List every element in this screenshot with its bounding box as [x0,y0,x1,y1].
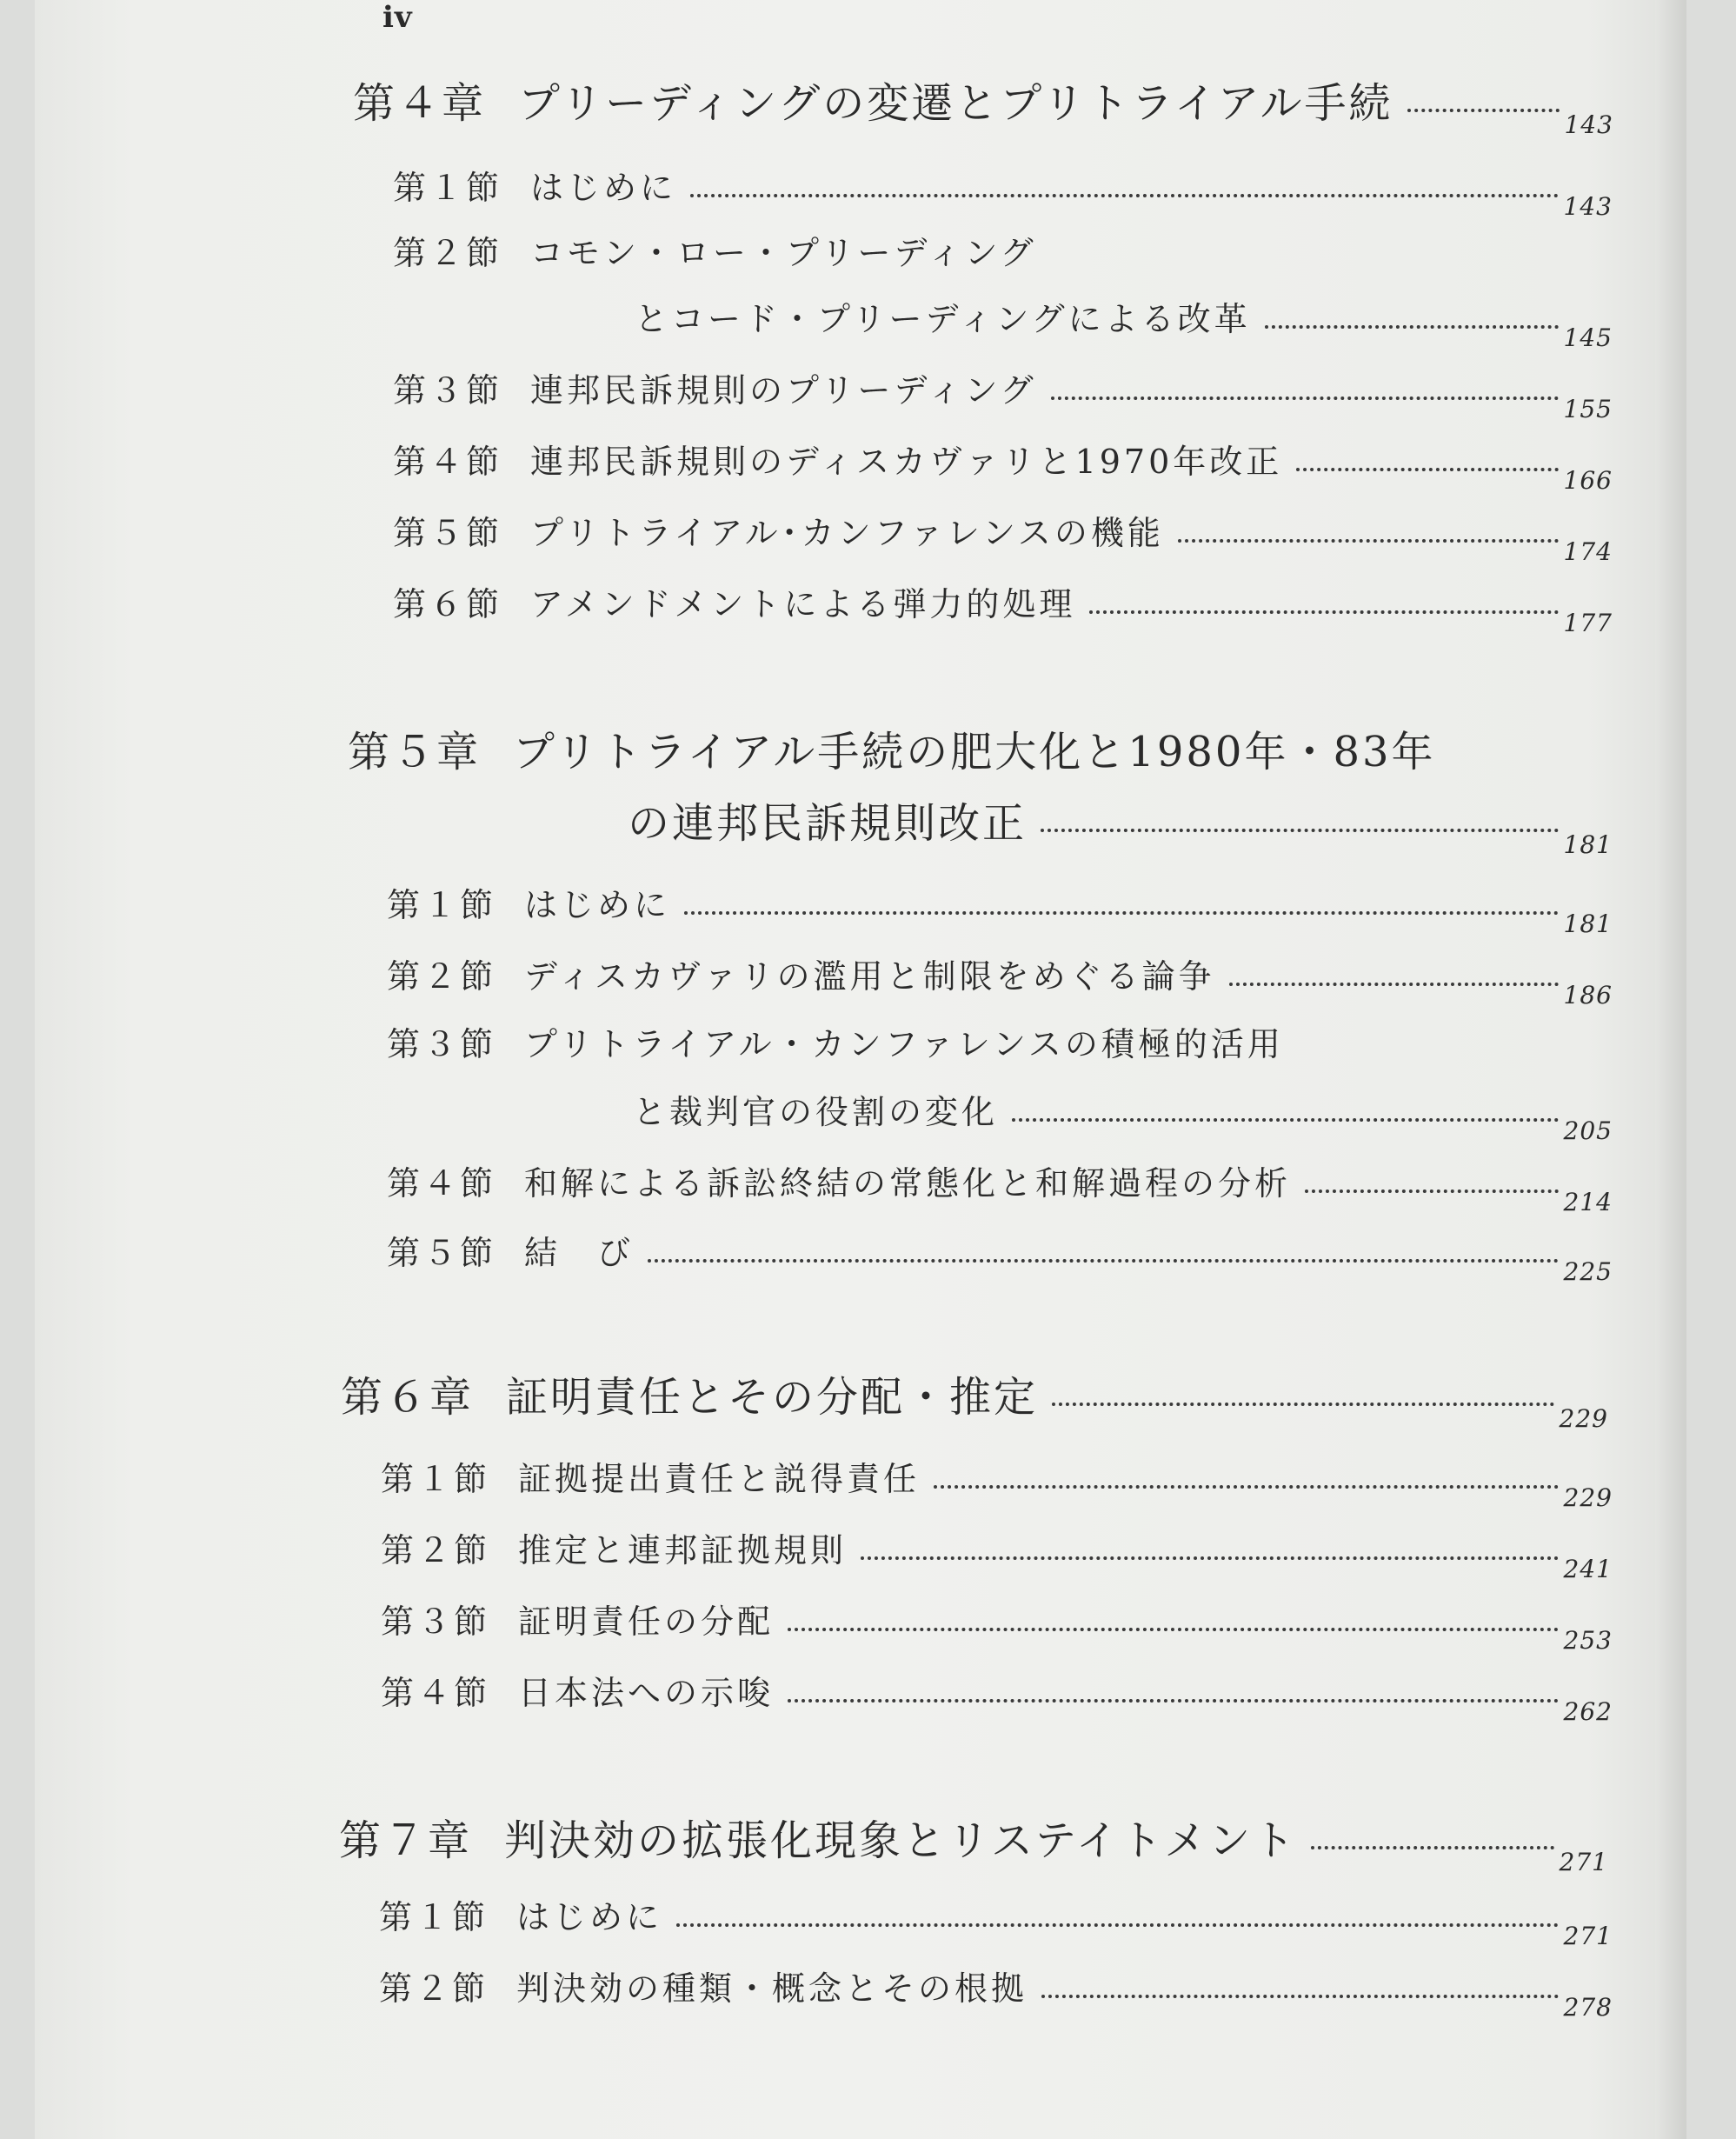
toc-section-7-2[interactable] [379,1962,1613,2022]
section-title: 結 び [524,1234,635,1272]
page-ref: 271 [1563,1922,1613,1950]
section-title-continued: とコード・プリーディングによる改革 [635,300,1251,338]
section-label: 第４節 [381,1674,491,1712]
page-ref: 155 [1563,395,1613,423]
toc-section-7-1[interactable] [379,1890,1613,1950]
section-label: 第２節 [381,1531,491,1569]
page-ref: 166 [1563,466,1613,495]
dot-leader [1305,1189,1559,1193]
section-label: 第４節 [387,1164,497,1203]
toc-chapter-5-cont[interactable] [628,790,1613,859]
section-title: コモン・ロー・プリーディング [530,234,1037,272]
chapter-title-continued: の連邦民訴規則改正 [628,799,1028,848]
page-ref: 214 [1563,1188,1613,1216]
section-title-continued: と裁判官の役割の変化 [633,1093,999,1131]
section-label: 第１節 [381,1460,491,1498]
chapter-title: プリトライアル手続の肥大化と1980年・83年 [513,728,1436,776]
dot-leader [1051,396,1559,400]
toc-section-6-4[interactable] [381,1666,1613,1726]
section-title: 判決効の種類・概念とその根拠 [516,1969,1028,2008]
toc-section-6-1[interactable] [381,1452,1613,1512]
section-label: 第１節 [393,169,503,207]
section-label: 第５節 [387,1234,497,1272]
toc-chapter-6[interactable] [341,1363,1608,1433]
section-label: 第６節 [393,585,503,623]
section-label: 第２節 [387,957,497,996]
dot-leader [934,1485,1559,1489]
section-title: はじめに [524,886,671,924]
chapter-label: 第６章 [341,1373,475,1422]
page-ref: 225 [1563,1257,1613,1286]
page-ref: 241 [1563,1555,1613,1583]
section-label: 第１節 [379,1898,489,1936]
page-ref: 253 [1563,1626,1613,1655]
dot-leader [788,1628,1559,1631]
toc-section-4-2[interactable] [393,226,1613,274]
page-ref: 143 [1563,192,1613,221]
section-label: 第５節 [393,514,503,552]
page-ref: 229 [1563,1483,1613,1512]
chapter-label: 第５章 [348,728,482,776]
section-title: 証明責任の分配 [518,1603,775,1641]
toc-chapter-4[interactable] [353,70,1613,139]
section-title: 証拠提出責任と説得責任 [518,1460,921,1498]
dot-leader [684,911,1559,915]
dot-leader [690,194,1559,197]
chapter-label: 第４章 [353,79,487,128]
book-page [35,0,1686,2139]
page-ref: 145 [1563,323,1613,352]
dot-leader [1311,1846,1553,1849]
section-label: 第１節 [387,886,497,924]
toc-section-5-4[interactable] [387,1156,1613,1216]
page-ref: 271 [1559,1848,1608,1876]
page-edge [1655,0,1686,2139]
page-ref: 181 [1563,910,1613,938]
dot-leader [1041,829,1559,832]
dot-leader [1265,325,1559,329]
dot-leader [1296,468,1558,471]
section-title: 連邦民訴規則のプリーディング [530,371,1037,410]
section-label: 第３節 [387,1025,497,1063]
section-title: アメンドメントによる弾力的処理 [530,585,1076,623]
toc-section-5-2[interactable] [387,950,1613,1010]
dot-leader [1052,1403,1554,1406]
toc-section-6-3[interactable] [381,1595,1613,1655]
toc-section-4-3[interactable] [393,363,1613,423]
section-title: ディスカヴァリの濫用と制限をめぐる論争 [524,957,1215,996]
toc-section-4-4[interactable] [393,435,1613,495]
page-ref: 229 [1559,1404,1608,1433]
toc-section-4-6[interactable] [393,577,1613,637]
section-label: 第４節 [393,443,503,481]
toc-chapter-7[interactable] [339,1807,1608,1876]
toc-section-5-3[interactable] [387,1017,1613,1065]
section-label: 第３節 [381,1603,491,1641]
section-title: プリトライアル・カンファレンスの積極的活用 [524,1025,1284,1063]
section-label: 第２節 [379,1969,489,2008]
dot-leader [648,1259,1559,1263]
section-title: プリトライアル･カンファレンスの機能 [530,514,1164,552]
chapter-title: 判決効の拡張化現象とリステイトメント [504,1816,1298,1865]
section-title: 推定と連邦証拠規則 [518,1531,848,1569]
chapter-title: プリーディングの変遷とプリトライアル手続 [518,79,1393,128]
toc-section-4-1[interactable] [393,161,1613,221]
section-title: 和解による訴訟終結の常態化と和解過程の分析 [524,1164,1292,1203]
toc-section-4-5[interactable] [393,506,1613,566]
page-number: iv [382,0,413,35]
section-title: はじめに [530,169,677,207]
page-ref: 143 [1564,110,1613,139]
dot-leader [861,1556,1559,1560]
page-ref: 181 [1563,830,1613,859]
dot-leader [1229,983,1559,986]
page-ref: 205 [1563,1116,1613,1145]
toc-section-5-5[interactable] [387,1226,1613,1286]
page-ref: 177 [1563,609,1613,637]
toc-section-6-2[interactable] [381,1523,1613,1583]
page-ref: 174 [1563,537,1613,566]
page-ref: 278 [1563,1993,1613,2022]
dot-leader [788,1699,1559,1703]
toc-chapter-5[interactable] [348,718,1608,778]
page-ref: 262 [1563,1697,1613,1726]
dot-leader [1012,1118,1559,1122]
chapter-label: 第７章 [339,1816,473,1865]
toc-section-4-2-cont[interactable] [635,292,1613,352]
dot-leader [676,1923,1559,1927]
section-title: 連邦民訴規則のディスカヴァリと1970年改正 [530,443,1283,481]
dot-leader [1089,610,1558,614]
dot-leader [1407,109,1560,112]
toc-section-5-3-cont[interactable] [633,1085,1613,1145]
dot-leader [1178,539,1559,543]
page-ref: 186 [1563,981,1613,1010]
chapter-title: 証明責任とその分配・推定 [506,1373,1039,1422]
toc-section-5-1[interactable] [387,878,1613,938]
section-label: 第３節 [393,371,503,410]
section-label: 第２節 [393,234,503,272]
section-title: はじめに [516,1898,663,1936]
dot-leader [1041,1995,1559,1998]
section-title: 日本法への示唆 [518,1674,775,1712]
